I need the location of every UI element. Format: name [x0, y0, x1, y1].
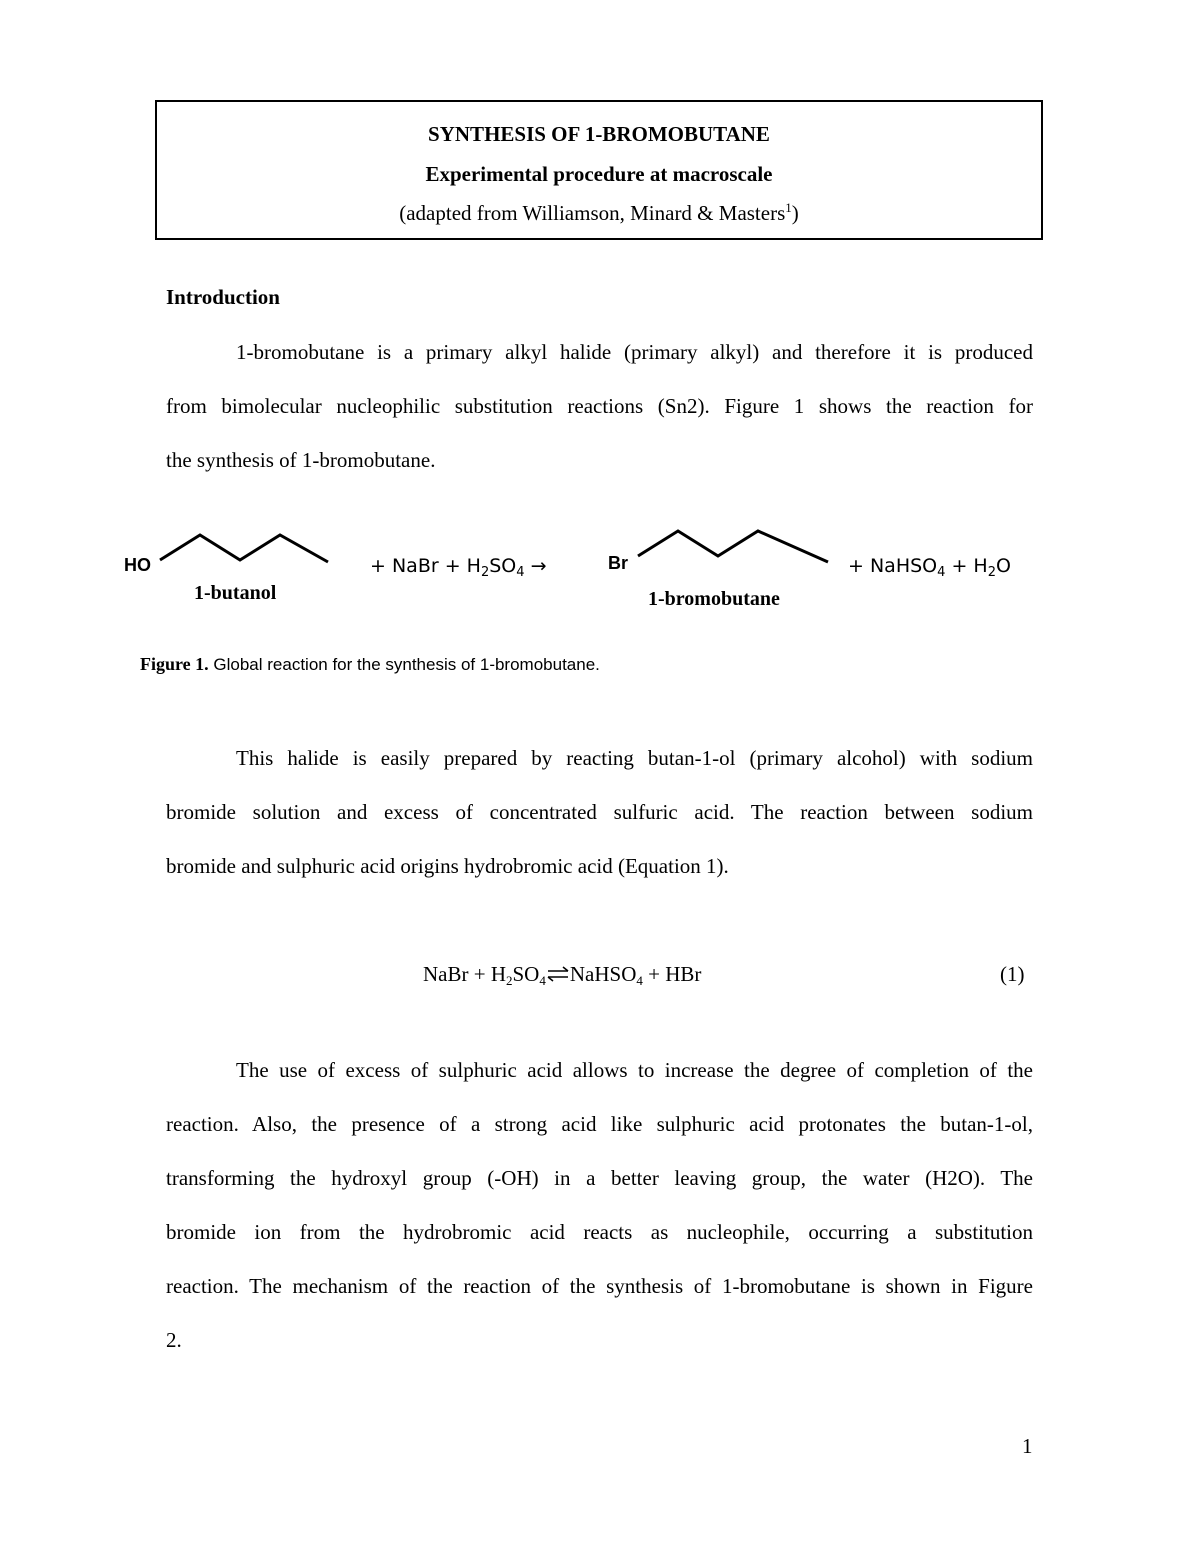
- caption-text: Global reaction for the synthesis of 1-bromobutane.: [208, 655, 600, 674]
- paragraph-line: the synthesis of 1-bromobutane.: [166, 448, 436, 472]
- source-prefix: (adapted from Williamson, Minard & Masters: [399, 201, 786, 225]
- page-number: 1: [1022, 1434, 1033, 1458]
- reaction-arrow: →: [530, 555, 547, 577]
- intro-paragraph: [166, 339, 1033, 501]
- paragraph-line: 2.: [166, 1328, 182, 1352]
- paragraph-2: [166, 745, 1033, 907]
- equation-number: (1): [1000, 962, 1025, 986]
- bromine-label: Br: [608, 553, 629, 573]
- paragraph-line: The use of excess of sulphuric acid allows to increase the degree of completion of the: [236, 1058, 1033, 1082]
- paragraph-line: reaction. Also, the presence of a strong acid like sulphuric acid protonates the butan-1-ol,: [166, 1112, 1033, 1136]
- source-attribution: [157, 201, 1041, 226]
- paragraph-line: bromide ion from the hydrobromic acid reacts as nucleophile, occurring a substitution: [166, 1220, 1033, 1244]
- bromobutane-chain: [638, 531, 828, 562]
- figure-caption: [140, 654, 600, 675]
- paragraph-line: This halide is easily prepared by reacting butan-1-ol (primary alcohol) with sodium: [236, 746, 1033, 770]
- equation-1: NaBr + $H_2SO_4$ NaHSO$_4$ + HBr: [423, 962, 702, 988]
- product-name: 1-bromobutane: [648, 588, 780, 610]
- caption-label: Figure 1.: [140, 654, 209, 674]
- byproducts: + NaHSO$_4$ + $H_2O$: [848, 555, 1011, 580]
- butanol-chain: [160, 535, 328, 562]
- reactant-name: 1-butanol: [194, 582, 277, 604]
- hydroxyl-label: HO: [124, 555, 151, 575]
- paragraph-3: [166, 1057, 1033, 1381]
- reagents: + NaBr + $H_2SO_4$ →: [370, 555, 547, 580]
- title-box: [155, 100, 1043, 240]
- paragraph-line: bromide and sulphuric acid origins hydrobromic acid (Equation 1).: [166, 854, 729, 878]
- section-heading: Introduction: [166, 285, 280, 309]
- document-subtitle: Experimental procedure at macroscale: [425, 162, 773, 186]
- reaction-scheme: [120, 520, 1050, 620]
- equilibrium-arrows-icon: [546, 965, 570, 983]
- paragraph-line: transforming the hydroxyl group (-OH) in a better leaving group, the water (H2O). The: [166, 1166, 1033, 1190]
- paragraph-line: from bimolecular nucleophilic substitution reactions (Sn2). Figure 1 shows the reaction for: [166, 394, 1033, 418]
- paragraph-line: 1-bromobutane is a primary alkyl halide (primary alkyl) and therefore it is produced: [236, 340, 1033, 364]
- source-ref: 1: [785, 200, 792, 215]
- paragraph-line: reaction. The mechanism of the reaction of the synthesis of 1-bromobutane is shown in Figure: [166, 1274, 1033, 1298]
- source-suffix: ): [791, 201, 799, 225]
- document-title: SYNTHESIS OF 1-BROMOBUTANE: [428, 122, 770, 146]
- paragraph-line: bromide solution and excess of concentrated sulfuric acid. The reaction between sodium: [166, 800, 1033, 824]
